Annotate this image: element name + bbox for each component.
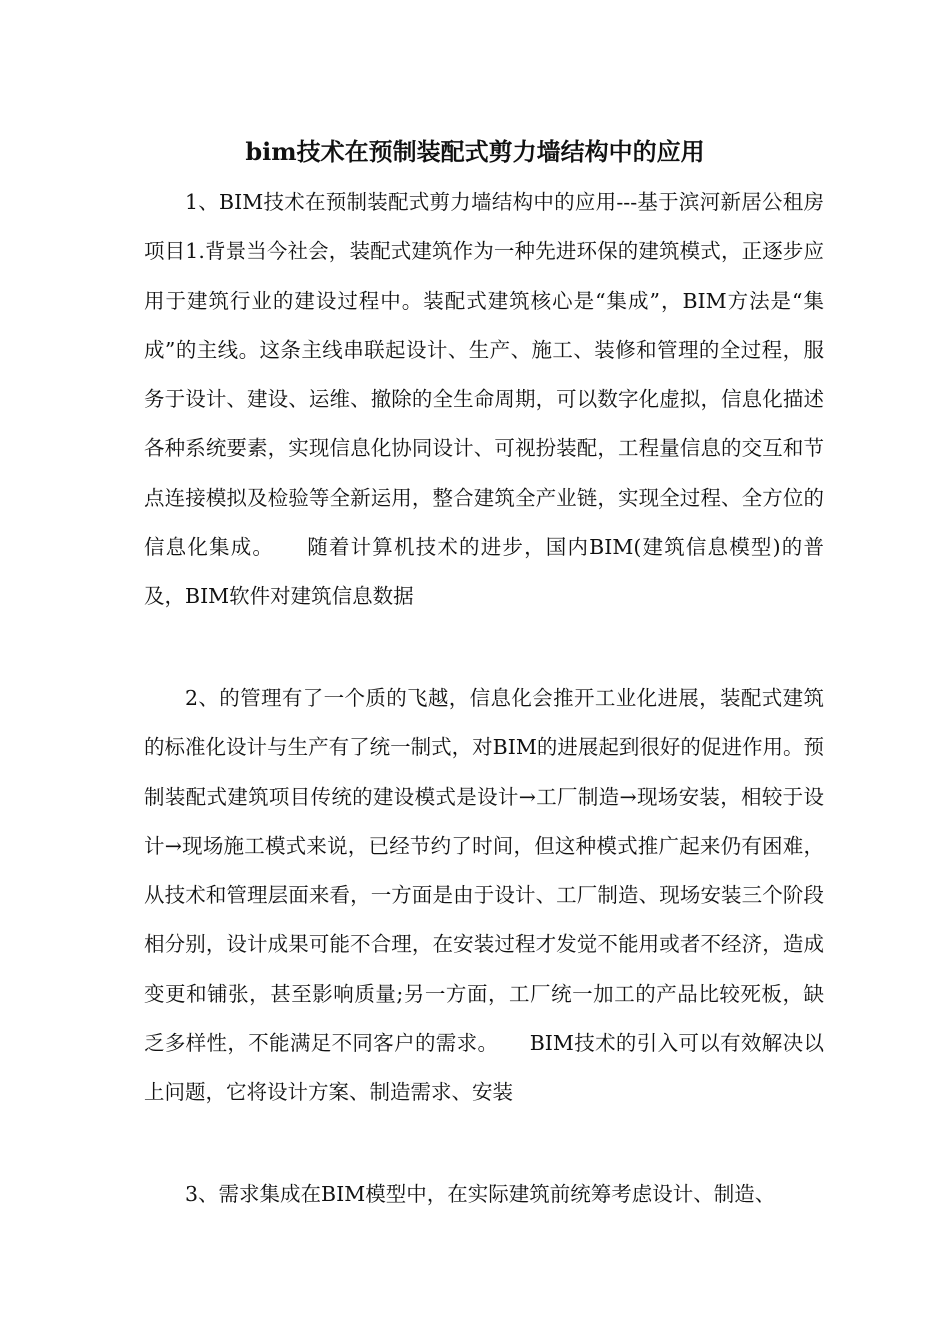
paragraph-2: 2、的管理有了一个质的飞越，信息化会推开工业化进展，装配式建筑的标准化设计与生产有了统一制式，对BIM的进展起到很好的促进作用。预制装配式建筑项目传统的建设模式是设计→工厂制造→现场安装，相较于设计→现场施工模式来说，已经节约了时间，但这种模式推广起来仍有困难，从技术和管理层面来看，一方面是由于设计、工厂制造、现场安装三个阶段相分别，设计成果可能不合理，在安装过程才发觉不能用或者不经济，造成变更和铺张，甚至影响质量;另一方面，工厂统一加工的产品比较死板，缺乏多样性，不能满足不同客户的需求。 BIM技术的引入可以有效解决以上问题，它将设计方案、制造需求、安装 <box>144 686 824 1105</box>
paragraph-1: 1、BIM技术在预制装配式剪力墙结构中的应用---基于滨河新居公租房项目1.背景当今社会，装配式建筑作为一种先进环保的建筑模式，正逐步应用于建筑行业的建设过程中。装配式建筑核心是“集成”，BIM方法是“集成”的主线。这条主线串联起设计、生产、施工、装修和管理的全过程，服务于设计、建设、运维、撤除的全生命周期，可以数字化虚拟，信息化描述各种系统要素，实现信息化协同设计、可视扮装配，工程量信息的交互和节点连接模拟及检验等全新运用，整合建筑全产业链，实现全过程、全方位的信息化集成。 随着计算机技术的进步，国内BIM(建筑信息模型)的普及，BIM软件对建筑信息数据 <box>144 190 824 609</box>
paragraph-3: 3、需求集成在BIM模型中，在实际建筑前统筹考虑设计、制造、 <box>185 1182 776 1206</box>
document-title: bim技术在预制装配式剪力墙结构中的应用 <box>245 137 705 166</box>
